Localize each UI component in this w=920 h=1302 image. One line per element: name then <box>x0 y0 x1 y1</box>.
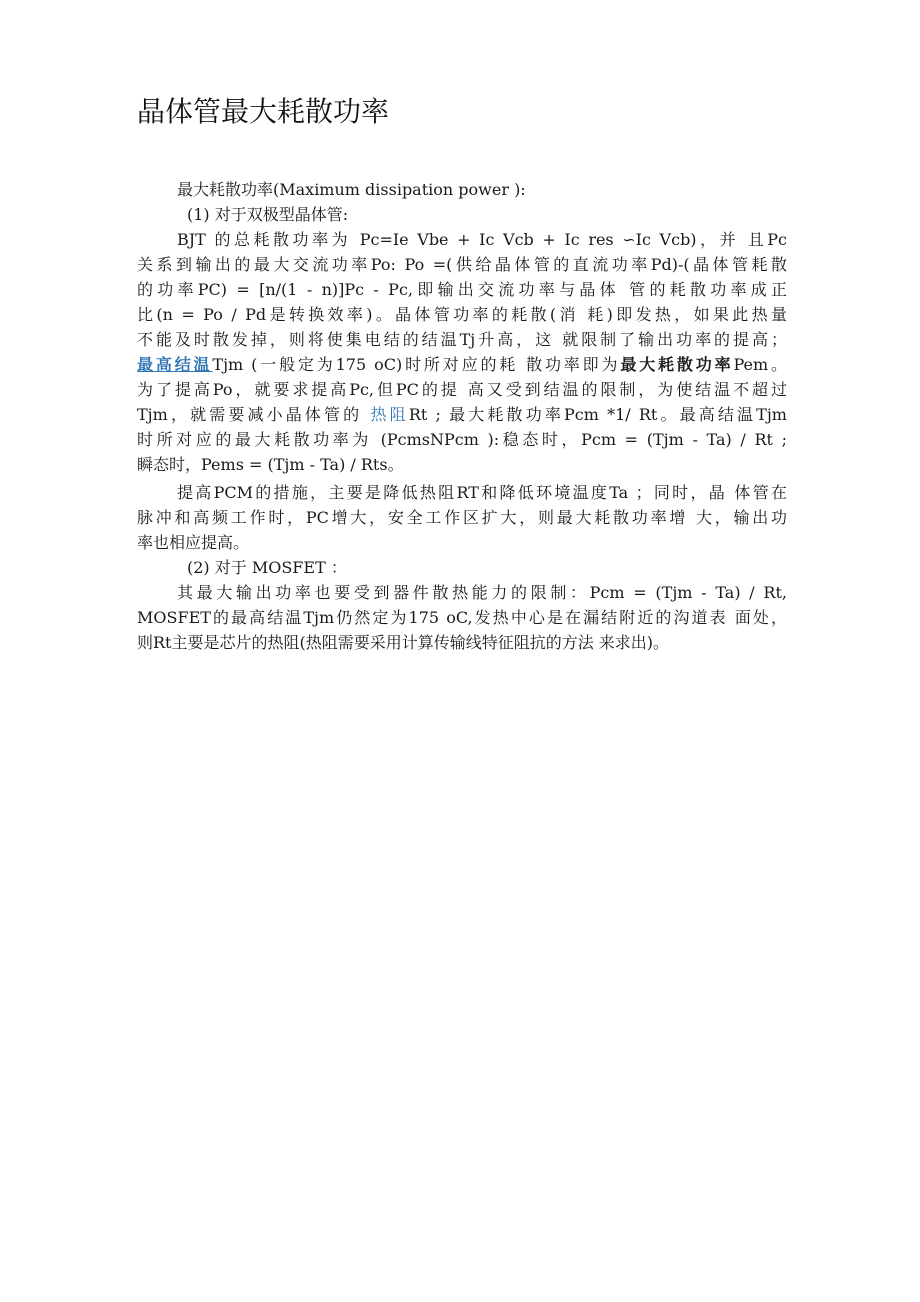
paragraph-line: 不能及时散发掉，则将使集电结的结温Tj升高，这 就限制了输出功率的提高； <box>137 330 787 349</box>
paragraph-line: 率也相应提高。 <box>137 533 250 552</box>
thermal-resistance-link[interactable]: 热阻 <box>370 405 409 424</box>
paragraph-line: 为了提高Po，就要求提高Pc,但PC的提 高又受到结温的限制，为使结温不超过 <box>137 380 787 399</box>
text-segment: Tjm (一般定为175 oC)时所对应的耗 散功率即为 <box>212 355 621 374</box>
text-segment: Rt ; 最大耗散功率Pcm *1/ Rt。最高结温Tjm <box>408 405 787 424</box>
paragraph-line: 比(n = Po / Pd是转换效率)。晶体管功率的耗散(消 耗)即发热，如果此热量 <box>137 305 787 324</box>
paragraph-line: 关系到输出的最大交流功率Po: Po =(供给晶体管的直流功率Pd)-(晶体管耗散 <box>137 255 787 274</box>
section-heading-bjt: (1) 对于双极型晶体管: <box>187 205 349 224</box>
max-dissipation-power-term: 最大耗散功率 <box>620 355 734 374</box>
paragraph-line: BJT 的总耗散功率为 Pc=Ie Vbe + Ic Vcb + Ic res ∽Ic Vcb)，并 且Pc <box>177 230 787 249</box>
max-junction-temp-link[interactable]: 最高结温 <box>137 355 213 374</box>
text-segment: Tjm，就需要减小晶体管的 <box>137 405 371 424</box>
paragraph-line: 脉冲和高频工作时，PC增大，安全工作区扩大，则最大耗散功率增 大，输出功 <box>137 508 787 527</box>
paragraph-line-with-link <box>137 402 787 427</box>
paragraph-line: 则Rt主要是芯片的热阻(热阻需要采用计算传输线特征阻抗的方法 来求出)。 <box>137 633 670 652</box>
section-heading-mosfet: (2) 对于 MOSFET ： <box>187 558 347 577</box>
paragraph-line: 时所对应的最大耗散功率为 (PcmsNPcm ):稳态时，Pcm = (Tjm - Ta) / Rt ; <box>137 430 787 449</box>
paragraph-line: 最大耗散功率(Maximum dissipation power ): <box>177 180 526 199</box>
paragraph-line: MOSFET的最高结温Tjm仍然定为175 oC,发热中心是在漏结附近的沟道表 面处， <box>137 608 787 627</box>
paragraph-line: 提高PCM的措施，主要是降低热阻RT和降低环境温度Ta ；同时，晶 体管在 <box>177 483 787 502</box>
document-title: 晶体管最大耗散功率 <box>137 95 390 128</box>
paragraph-line-with-link <box>137 352 787 377</box>
paragraph-line: 瞬态时，Pems = (Tjm - Ta) / Rts。 <box>137 455 404 474</box>
text-segment: Pem。 <box>733 355 787 374</box>
paragraph-line: 的功率PC) = [n/(1 - n)]Pc - Pc,即输出交流功率与晶体 管的耗散功率成正 <box>137 280 787 299</box>
paragraph-line: 其最大输出功率也要受到器件散热能力的限制：Pcm = (Tjm - Ta) / Rt, <box>177 583 787 602</box>
